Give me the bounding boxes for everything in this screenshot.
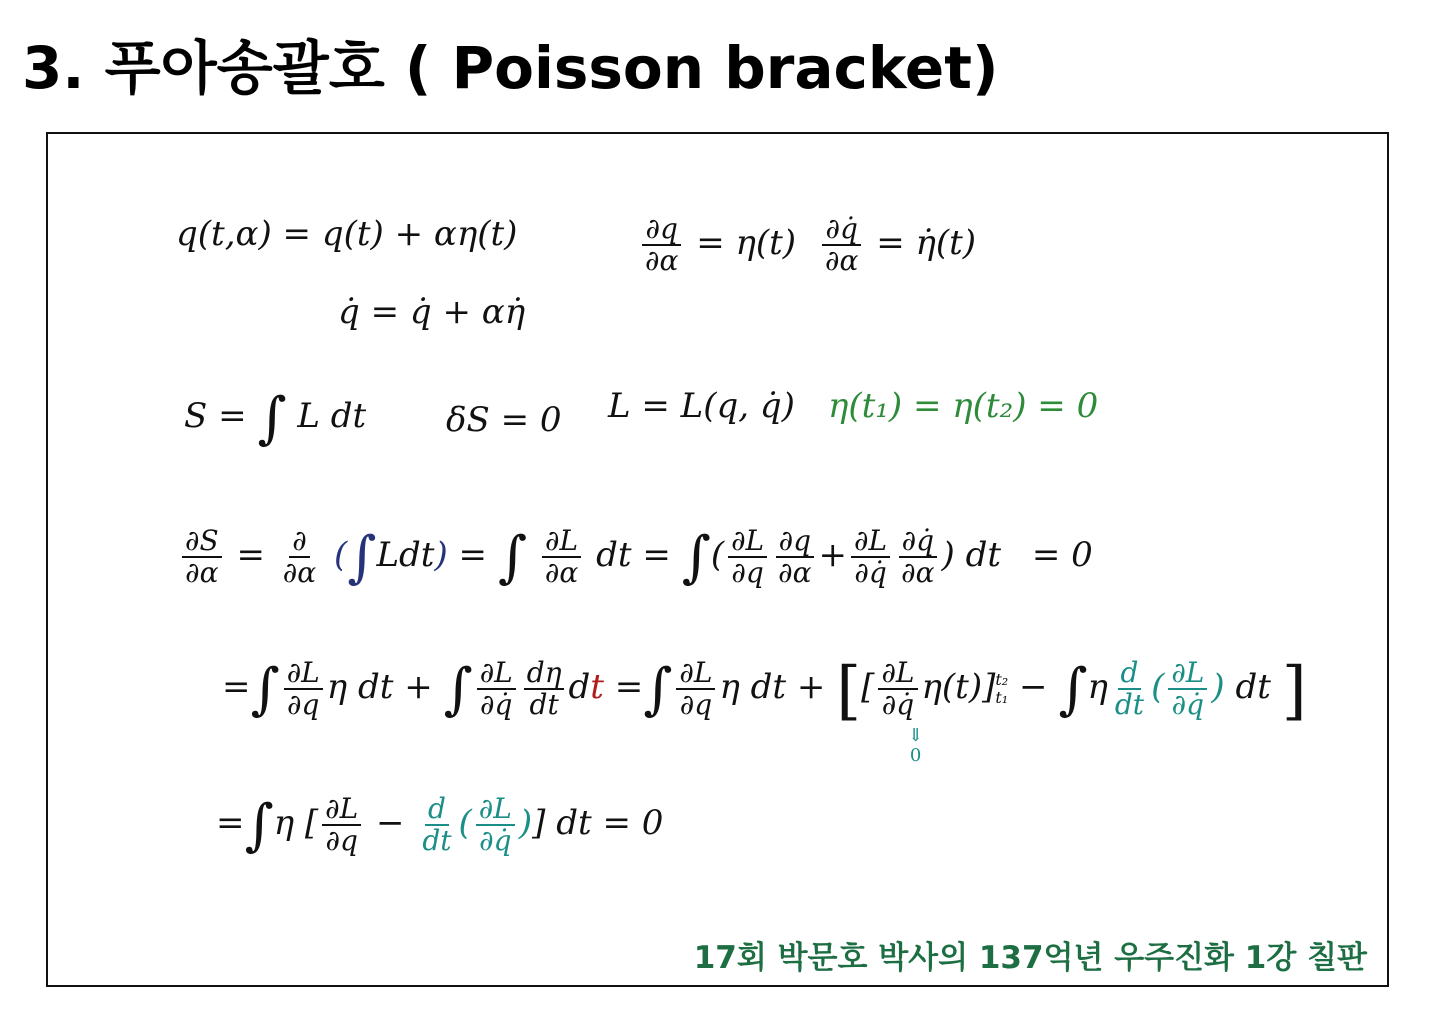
down-arrow: ⇓ xyxy=(908,725,924,746)
denominator: ∂α xyxy=(901,556,935,589)
numerator: ∂S xyxy=(182,526,222,558)
integral-sign: ∫ xyxy=(257,386,287,451)
differential: dt xyxy=(965,535,1002,575)
fraction xyxy=(728,526,767,588)
numerator: ∂q xyxy=(776,526,814,558)
eta-dt: η dt xyxy=(326,667,394,707)
partial-q-alpha xyxy=(638,214,796,276)
integral-sign: ∫ xyxy=(347,525,377,590)
inner-bracket-open: [ xyxy=(861,667,875,707)
numerator: ∂L xyxy=(878,658,917,690)
fraction xyxy=(822,214,861,276)
minus-sign: − xyxy=(1019,667,1048,707)
equation-rhs: = η(t) xyxy=(696,223,797,263)
minus-sign: − xyxy=(376,803,405,843)
denominator: ∂α xyxy=(282,556,317,589)
denominator: ∂q̇ xyxy=(854,556,887,589)
numerator: ∂L xyxy=(728,526,767,558)
equation-rhs: = η̇(t) xyxy=(876,223,977,263)
outer-bracket-close: ] xyxy=(1281,654,1307,728)
upper-limit: t₂ xyxy=(995,670,1009,689)
equals-sign: = xyxy=(222,667,251,707)
denominator: ∂q̇ xyxy=(479,824,512,857)
open-paren: ( xyxy=(710,535,725,575)
equals-sign: = xyxy=(614,667,644,707)
plus-sign: + xyxy=(404,667,433,707)
qdot-definition: q̇ = q̇ + αη̇ xyxy=(338,292,526,332)
differential-t: t xyxy=(590,667,604,707)
bracket-close: ] xyxy=(532,803,546,843)
fraction xyxy=(322,794,361,856)
action-lhs: S = xyxy=(184,396,247,436)
open-paren: ( xyxy=(334,535,348,575)
denominator: ∂q xyxy=(731,556,764,589)
plus-sign: + xyxy=(818,535,848,575)
fraction xyxy=(182,526,222,588)
denominator: ∂q xyxy=(679,688,713,721)
denominator: ∂q xyxy=(325,824,358,857)
eta-of-t: η(t) xyxy=(921,667,983,707)
equals-sign: = xyxy=(236,535,265,575)
action-definition xyxy=(184,386,367,451)
denominator: ∂q̇ xyxy=(480,688,513,721)
fraction xyxy=(419,794,454,856)
fraction xyxy=(542,526,581,588)
equals-sign: = xyxy=(642,535,671,575)
integral-sign: ∫ xyxy=(681,525,711,590)
integral-sign: ∫ xyxy=(497,525,528,590)
denominator: ∂q̇ xyxy=(1171,688,1205,721)
numerator: d xyxy=(1118,658,1142,690)
q-definition: q(t,α) = q(t) + αη(t) xyxy=(176,214,518,254)
bracket-open: [ xyxy=(304,803,319,843)
numerator: ∂L xyxy=(284,658,323,690)
outer-bracket-open: [ xyxy=(836,654,862,728)
equals-sign: = xyxy=(458,535,488,575)
numerator: ∂q̇ xyxy=(822,214,860,246)
integral-sign: ∫ xyxy=(250,657,280,722)
eta: η xyxy=(1087,667,1108,707)
integral-sign: ∫ xyxy=(1058,657,1088,722)
fraction xyxy=(676,658,715,720)
equals-sign: = xyxy=(216,803,245,843)
fraction xyxy=(898,526,937,588)
boundary-condition: η(t₁) = η(t₂) = 0 xyxy=(828,386,1099,426)
numerator: ∂q xyxy=(642,214,680,246)
denominator: ∂q xyxy=(287,688,320,721)
fraction xyxy=(1168,658,1207,720)
action-derivative-equation xyxy=(178,526,1093,588)
numerator: ∂q̇ xyxy=(899,526,937,558)
denominator: ∂α xyxy=(185,556,219,589)
numerator: ∂L xyxy=(477,658,516,690)
boundary-term-vanishes xyxy=(908,726,923,766)
fraction xyxy=(878,658,917,720)
numerator: ∂L xyxy=(476,794,515,826)
evaluation-limits xyxy=(995,671,1008,707)
open-paren: ( xyxy=(1151,667,1165,707)
eta: η xyxy=(273,803,295,843)
fraction xyxy=(851,526,890,588)
variation-condition: δS = 0 xyxy=(446,400,562,440)
open-paren: ( xyxy=(458,803,472,843)
source-caption: 17회 박문호 박사의 137억년 우주진화 1강 칠판 xyxy=(693,940,1367,976)
equals-zero: = 0 xyxy=(1031,535,1093,575)
fraction xyxy=(477,658,516,720)
boundary-zero: 0 xyxy=(909,745,922,766)
close-paren: ) xyxy=(1211,667,1225,707)
denominator: ∂α xyxy=(825,244,859,277)
denominator: dt xyxy=(422,824,452,857)
partial-qdot-alpha xyxy=(818,214,976,276)
fraction xyxy=(280,526,319,588)
blackboard-panel xyxy=(46,132,1389,987)
fraction xyxy=(476,794,515,856)
close-paren: ) xyxy=(518,803,533,843)
denominator: ∂α xyxy=(778,556,812,589)
integral-sign: ∫ xyxy=(443,657,473,722)
close-paren: ) xyxy=(941,535,955,575)
action-rhs: L dt xyxy=(297,396,367,436)
denominator: ∂α xyxy=(544,556,579,589)
fraction xyxy=(1112,658,1147,720)
fraction xyxy=(642,214,681,276)
numerator: d xyxy=(425,794,449,826)
denominator: ∂q̇ xyxy=(881,688,915,721)
differential-d: d xyxy=(568,667,591,707)
denominator: dt xyxy=(529,688,559,721)
integration-by-parts-equation xyxy=(222,654,1307,728)
integrand: Ldt xyxy=(376,535,435,575)
numerator: ∂L xyxy=(322,794,361,826)
numerator: ∂L xyxy=(542,526,581,558)
numerator: ∂L xyxy=(1168,658,1207,690)
numerator: ∂L xyxy=(676,658,715,690)
fraction xyxy=(775,526,814,588)
eta-dt-plus: η dt + xyxy=(719,667,826,707)
numerator: ∂L xyxy=(851,526,890,558)
euler-lagrange-equation xyxy=(216,794,663,856)
denominator: ∂α xyxy=(645,244,679,277)
lagrangian-definition: L = L(q, q̇) xyxy=(608,386,795,426)
inner-bracket-close: ] xyxy=(982,667,996,707)
page-title: 3. 푸아송괄호 ( Poisson bracket) xyxy=(22,34,999,102)
integral-sign: ∫ xyxy=(643,657,673,722)
denominator: dt xyxy=(1114,688,1145,721)
differential: dt xyxy=(1235,667,1271,707)
numerator: ∂ xyxy=(289,526,309,558)
differential: dt xyxy=(596,535,632,575)
lower-limit: t₁ xyxy=(995,688,1009,707)
integral-sign: ∫ xyxy=(244,793,274,858)
close-paren: ) xyxy=(434,535,448,575)
fraction xyxy=(284,658,323,720)
numerator: dη xyxy=(524,658,565,690)
dt-equals-zero: dt = 0 xyxy=(556,803,664,843)
fraction xyxy=(524,658,565,720)
